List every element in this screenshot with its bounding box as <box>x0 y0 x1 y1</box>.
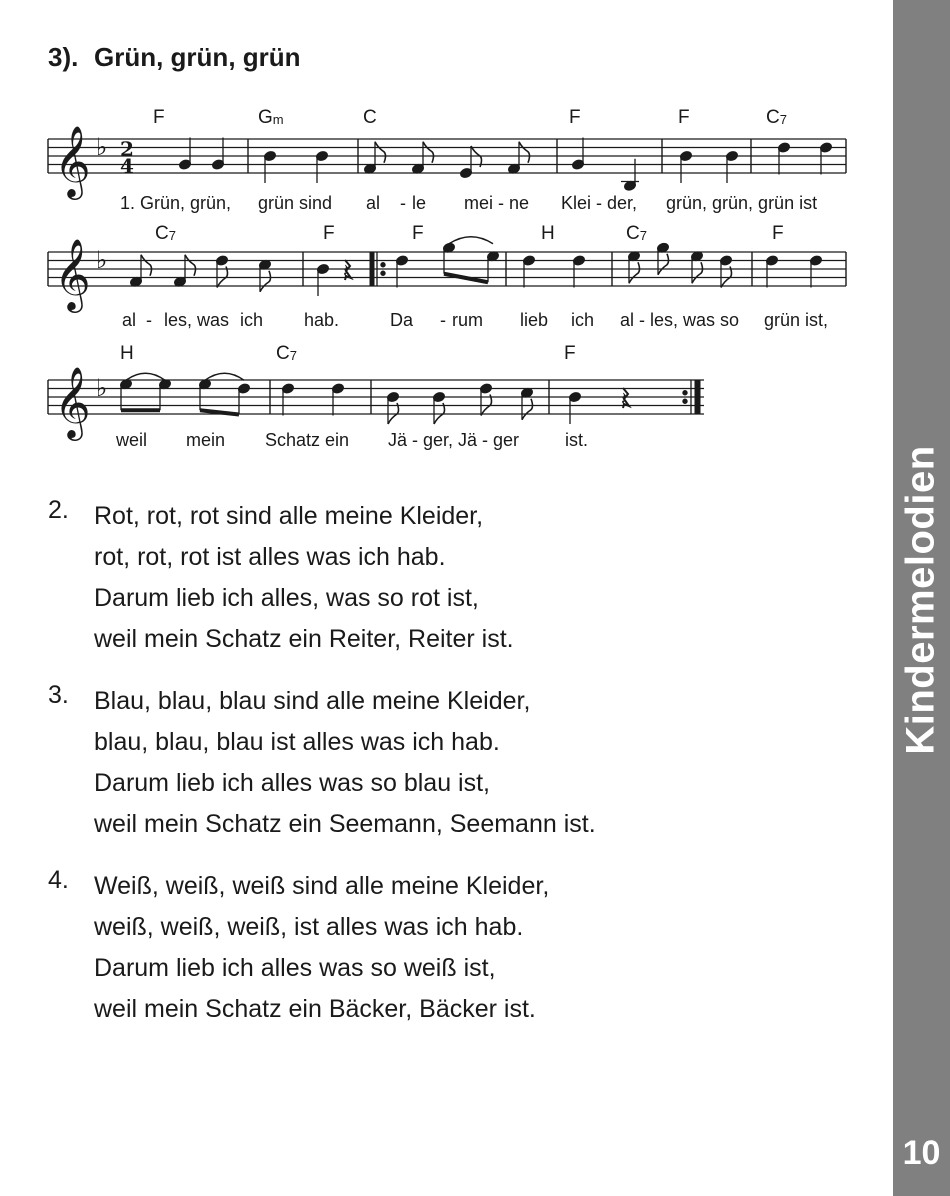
chapter-label: Kindermelodien <box>898 445 943 755</box>
chord-symbol: C7 <box>766 107 787 128</box>
verse-line: Darum lieb ich alles, was so rot ist, <box>94 584 479 612</box>
note-flag <box>423 142 434 163</box>
verse-line: Darum lieb ich alles was so weiß ist, <box>94 954 496 982</box>
chord-symbol: F <box>564 343 576 364</box>
lyric-syllable: Schatz ein <box>265 430 350 450</box>
repeat-thick-barline <box>695 380 700 414</box>
chord-symbol: F <box>323 223 335 244</box>
verse-number: 2. <box>48 496 69 524</box>
treble-clef-icon: 𝄞 <box>54 237 91 310</box>
note-flag <box>141 255 152 276</box>
chord-symbol: F <box>412 223 424 244</box>
chord-symbol: C7 <box>276 343 297 364</box>
key-signature-flat: ♭ <box>96 133 108 161</box>
repeat-thick-barline <box>370 252 374 286</box>
verse-3 <box>48 681 596 845</box>
chord-symbol: F <box>772 223 784 244</box>
verse-line: weiß, weiß, weiß, ist alles was ich hab. <box>94 913 524 941</box>
key-signature-flat: ♭ <box>96 374 108 402</box>
lyric-syllable: mei - ne <box>464 193 530 213</box>
lyric-syllable: - <box>440 310 446 330</box>
verse-line: Darum lieb ich alles was so blau ist, <box>94 769 490 797</box>
slur <box>449 237 493 244</box>
lyric-syllable: ist. <box>565 430 589 450</box>
verse-line: rot, rot, rot ist alles was ich hab. <box>94 543 446 571</box>
lyric-syllable: 1. Grün, grün, <box>120 193 232 213</box>
note-flag <box>260 271 271 292</box>
chord-symbol: F <box>569 107 581 128</box>
chord-symbol: C <box>363 107 377 128</box>
note-flag <box>519 142 530 163</box>
lyric-syllable: Da <box>390 310 414 330</box>
key-signature-flat: ♭ <box>96 246 108 274</box>
verse-2 <box>48 496 596 660</box>
verse-line: Rot, rot, rot sind alle meine Kleider, <box>94 502 484 530</box>
chord-symbol: H <box>120 343 134 364</box>
treble-clef-icon: 𝄞 <box>54 124 91 197</box>
lyric-syllable: al <box>366 193 381 213</box>
verse-line: weil mein Schatz ein Reiter, Reiter ist. <box>94 625 514 653</box>
note-flag <box>375 142 386 163</box>
chord-symbol: C7 <box>626 223 647 244</box>
verses <box>48 496 596 1051</box>
verse-line: blau, blau, blau ist alles was ich hab. <box>94 728 500 756</box>
song-title-text: Grün, grün, grün <box>94 42 301 72</box>
verse-4 <box>48 866 596 1030</box>
repeat-dot <box>381 271 385 275</box>
lyric-syllable: weil <box>116 430 148 450</box>
lyric-syllable: - <box>400 193 406 213</box>
lyric-syllable: le <box>412 193 427 213</box>
chord-symbol: F <box>678 107 690 128</box>
sheet-music <box>0 0 890 470</box>
lyric-syllable: les, was <box>164 310 230 330</box>
lyric-syllable: Jä - ger, Jä - ger <box>388 430 520 450</box>
slur <box>205 373 244 380</box>
quarter-rest-icon: 𝄽 <box>621 387 628 411</box>
treble-clef-icon: 𝄞 <box>54 365 91 438</box>
lyric-syllable: rum <box>452 310 483 330</box>
quarter-rest-icon: 𝄽 <box>343 259 350 283</box>
repeat-dot <box>381 263 385 267</box>
lyric-syllable: ich <box>240 310 264 330</box>
repeat-dot <box>683 399 687 403</box>
chord-symbol: Gm <box>258 107 284 128</box>
note-flag <box>658 254 669 275</box>
lyric-syllable: grün ist, <box>764 310 829 330</box>
note-flag <box>185 255 196 276</box>
verse-number: 4. <box>48 866 69 894</box>
lyric-syllable: lieb <box>520 310 549 330</box>
verse-number: 3. <box>48 681 69 709</box>
page-number: 10 <box>902 1134 941 1172</box>
lyric-syllable: grün sind <box>258 193 333 213</box>
lyric-syllable: hab. <box>304 310 340 330</box>
repeat-dot <box>683 391 687 395</box>
verse-line: Blau, blau, blau sind alle meine Kleider, <box>94 687 531 715</box>
chord-symbol: H <box>541 223 555 244</box>
verse-line: Weiß, weiß, weiß sind alle meine Kleider, <box>94 872 550 900</box>
verse-line: weil mein Schatz ein Seemann, Seemann ist. <box>94 810 596 838</box>
song-number: 3). <box>48 42 79 72</box>
note-flag <box>692 262 703 283</box>
lyric-syllable: ich <box>571 310 595 330</box>
lyric-syllable: al - les, was so <box>620 310 740 330</box>
lyric-syllable: Klei - der, <box>561 193 638 213</box>
lyric-syllable: - <box>146 310 152 330</box>
note-flag <box>522 399 533 420</box>
lyric-syllable: al <box>122 310 137 330</box>
chord-symbol: C7 <box>155 223 176 244</box>
slur <box>126 373 165 380</box>
time-signature-bottom: 4 <box>120 154 134 178</box>
note-flag <box>629 262 640 283</box>
verse-line: weil mein Schatz ein Bäcker, Bäcker ist. <box>94 995 536 1023</box>
lyric-syllable: grün, grün, grün ist <box>666 193 818 213</box>
chord-symbol: F <box>153 107 165 128</box>
lyric-syllable: mein <box>186 430 226 450</box>
time-signature-top: 2 <box>120 137 134 161</box>
